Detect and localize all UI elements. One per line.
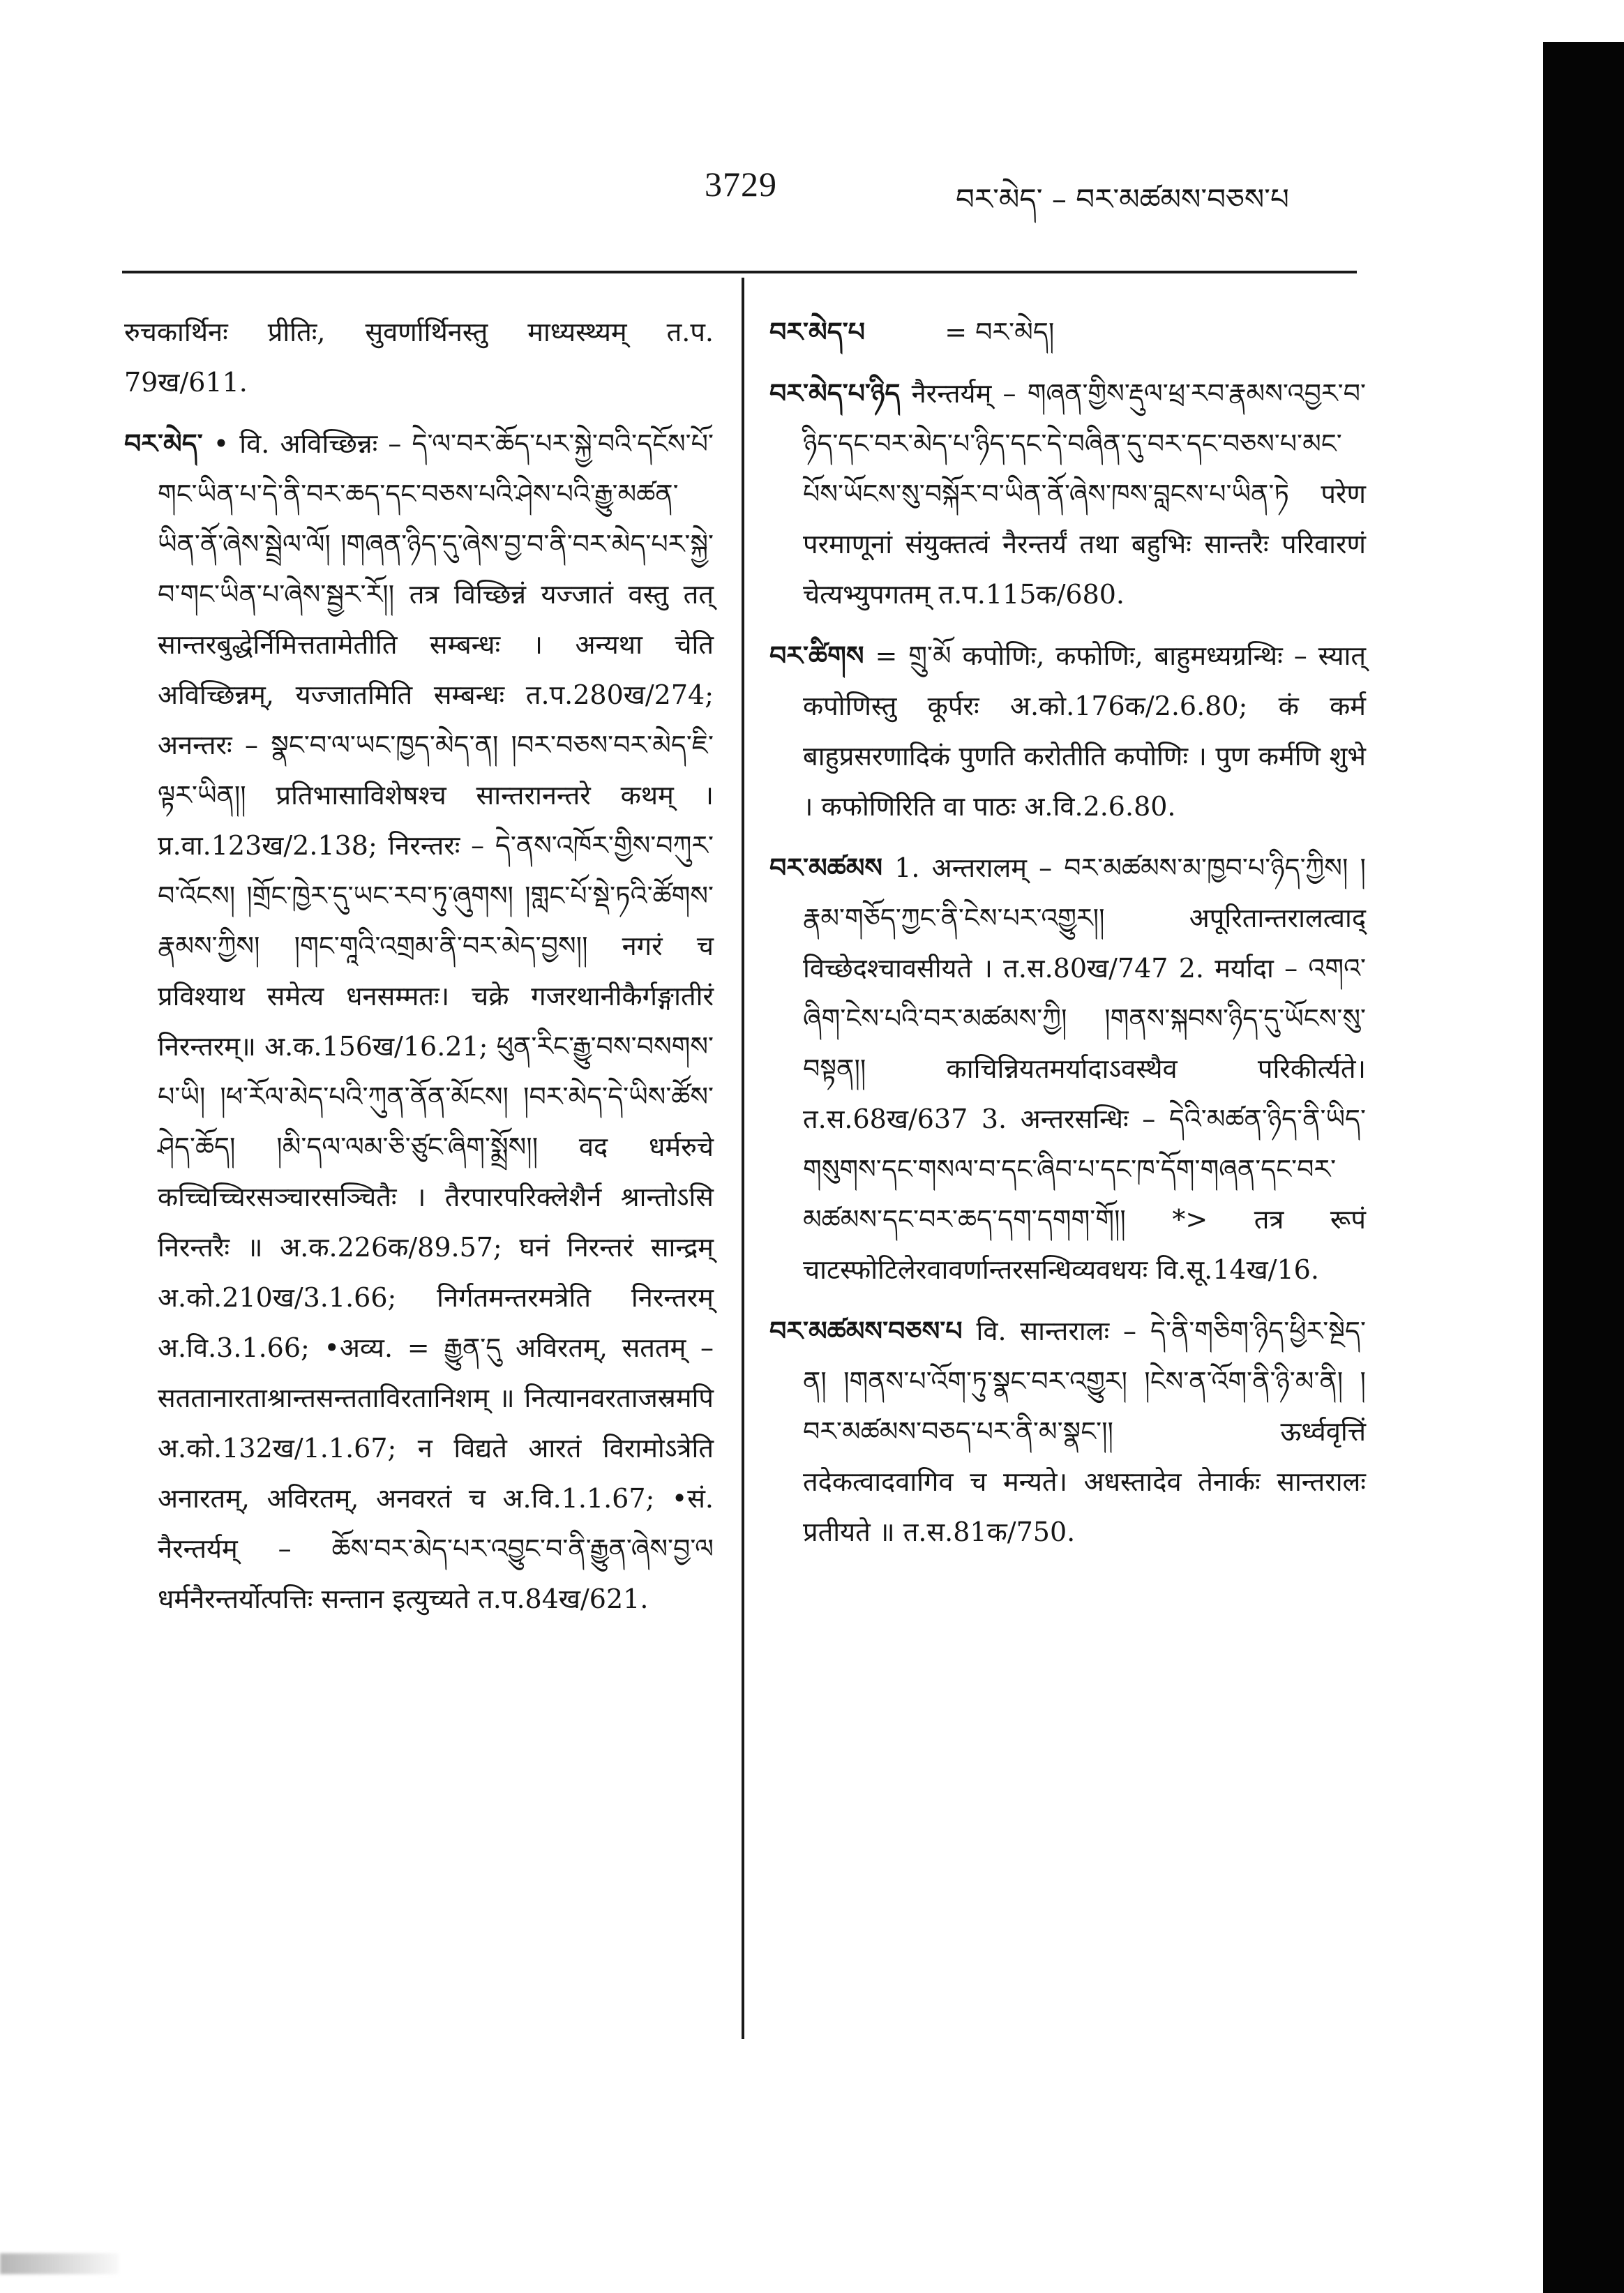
scan-smudge — [0, 2253, 119, 2274]
entry-headword: བར་ཚིགས — [769, 640, 864, 671]
entry-headword: བར་མཚམས — [769, 852, 883, 883]
entry-headword: བར་མེད་ — [124, 428, 203, 459]
entry-text: = གྲུ་མོ कपोणिः, कफोणिः, बाहुमध्यग्रन्थिः – स्यात् कपोणिस्तु कूर्परः अ.को.176क/2.6.80; कं कर्म बाहुप्रसरणादिकं पुणति करोतीति कपोणिः । पुण कर्मणि शुभे । कफोणिरिति वा पाठः अ.वि.2.6.80. — [803, 640, 1366, 822]
page-number: 3729 — [705, 165, 777, 204]
header-rule — [122, 271, 1357, 273]
column-divider — [742, 278, 744, 2039]
dictionary-entry — [769, 368, 1366, 619]
dictionary-entry — [769, 631, 1366, 832]
entry-text: वि. सान्तरालः – དེ་ནི་གཅིག་ཉིད་ཕྱིར་སྔེད་ན། །གནས་པ་འོག་ཏུ་སྣང་བར་འགྱུར། །ངེས་ན་འོག་ནི་ཉི་མ་ནི། །བར་མཚམས་བཅད་པར་ནི་མ་སྣང་།། ऊर्ध्ववृत्तिं तदेकत्वादवागिव च मन्यते। अधस्तादेव तेनार्कः सान्तरालः प्रतीयते ॥ त.स.81क/750. — [803, 1316, 1366, 1547]
entry-text: 1. अन्तरालम् – བར་མཚམས་མ་ཁྱབ་པ་ཉིད་ཀྱིས། །རྣམ་གཅོད་ཀྱང་ནི་ངེས་པར་འགྱུར།། अपूरितान्तरालत्वाद् विच्छेदश्चावसीयते । त.स.80ख/747 2. मर्यादा – འགའ་ཞིག་ངེས་པའི་བར་མཚམས་ཀྱི། །གནས་སྐབས་ཉིད་དུ་ཡོངས་སུ་བསྟན།། काचिन्नियतमर्यादाऽवस्थैव परिकीर्त्यते। त.स.68ख/637 3. अन्तरसन्धिः – དེའི་མཚན་ཉིད་ནི་ཡིད་གསུགས་དང་གསལ་བ་དང་ཞིབ་པ་དང་ཁ་དོག་གཞན་དང་བར་མཚམས་དང་བར་ཆད་དག་དགག་གོ།། *> तत्र रूपं चाटस्फोटिलेरवावर्णान्तरसन्धिव्यवधयः वि.सू.14ख/16. — [803, 852, 1366, 1285]
entry-text: • वि. अविच्छिन्नः – དེ་ལ་བར་ཆོད་པར་སྐྱེ་བའི་དངོས་པོ་གང་ཡིན་པ་དེ་ནི་བར་ཆད་དང་བཅས་པའི་ཤེས་པའི་རྒྱུ་མཚན་ཡིན་ནོ་ཞེས་སྦྲེལ་ལོ། །གཞན་ཉིད་དུ་ཞེས་བྱ་བ་ནི་བར་མེད་པར་སྐྱེ་བ་གང་ཡིན་པ་ཞེས་སྦྱར་རོ།། तत्र विच्छिन्नं यज्जातं वस्तु तत् सान्तरबुद्धेर्निमित्ततामेतीति सम्बन्धः । अन्यथा चेति अविच्छिन्नम्, यज्जातमिति सम्बन्धः त.प.280ख/274; अनन्तरः – སྣང་བ་ལ་ཡང་ཁྱད་མེད་ན། །བར་བཅས་བར་མེད་ཇི་ལྟར་ཡིན།། प्रतिभासाविशेषश्च सान्तरानन्तरे कथम् । प्र.वा.123ख/2.138; निरन्तरः – དེ་ནས་འཁོར་གྱིས་བཀུར་བ་འོངས། །གྲོང་ཁྱེར་དུ་ཡང་རབ་ཏུ་ཞུགས། །གླང་པོ་སྡེ་ཏའི་ཚོགས་རྣམས་ཀྱིས། །གང་གཱའི་འགྲམ་ནི་བར་མེད་བྱས།། नगरं च प्रविश्याथ समेत्य धनसम्मतः। चक्रे गजरथानीकैर्गङ्गातीरं निरन्तरम्॥ अ.क.156ख/16.21; ཕུན་རིང་རྒྱུ་བས་བསགས་པ་ཡི། །ཕ་རོལ་མེད་པའི་ཀུན་ནོན་མོངས། །བར་མེད་དེ་ཡིས་ཚོས་ཤེད་ཆོད། །མི་དལ་ལམ་ཅི་ཙུང་ཞིག་སྨྲོས།། वद धर्मरुचे कच्चिच्चिरसञ्चारसञ्चितैः । तैरपारपरिक्लेशैर्न श्रान्तोऽसि निरन्तरैः ॥ अ.क.226क/89.57; घनं निरन्तरं सान्द्रम् अ.को.210ख/3.1.66; निर्गतमन्तरमत्रेति निरन्तरम् अ.वि.3.1.66; •अव्य. = རྒྱུན་དུ अविरतम्, सततम् – सततानारताश्रान्तसन्तताविरतानिशम् ॥ नित्यानवरताजस्रमपि अ.को.132ख/1.1.67; न विद्यते आरतं विरामोऽत्रेति अनारतम्, अविरतम्, अनवरतं च अ.वि.1.1.67; •सं. नैरन्तर्यम् – ཆོས་བར་མེད་པར་འབྱུང་བ་ནི་རྒྱུན་ཞེས་བྱ་ལ धर्मनैरन्तर्योत्पत्तिः सन्तान इत्युच्यते त.प.84ख/621. — [158, 428, 714, 1614]
left-column — [124, 307, 714, 1635]
right-column — [769, 307, 1366, 1568]
dictionary-entry — [769, 307, 1366, 357]
entry-text: = བར་མེད། — [945, 317, 1055, 347]
entry-headword: བར་མེད་པ་ཉིད — [769, 377, 901, 409]
scan-black-edge — [1543, 42, 1624, 2293]
continuation-paragraph — [124, 307, 714, 407]
dictionary-entry — [769, 1306, 1366, 1557]
entry-text: रुचकार्थिनः प्रीतिः, सुवर्णार्थिनस्तु माध्यस्थ्यम् त.प. 79ख/611. — [124, 317, 714, 398]
entry-headword: བར་མེད་པ — [769, 316, 866, 347]
running-head: བར་མེད་ – བར་མཚམས་བཅས་པ — [956, 182, 1289, 216]
dictionary-entry — [124, 419, 714, 1624]
dictionary-entry — [769, 843, 1366, 1295]
entry-headword: བར་མཚམས་བཅས་པ — [769, 1315, 963, 1346]
entry-text: नैरन्तर्यम् – གཞན་གྱིས་རྡུལ་ཕྲ་རབ་རྣམས་འབྱར་བ་ཉིད་དང་བར་མེད་པ་ཉིད་དང་དེ་བཞིན་དུ་བར་དང་བཅས་པ་མང་པོས་ཡོངས་སུ་བསྐོར་བ་ཡིན་ནོ་ཞེས་ཁས་བླངས་པ་ཡིན་ཏེ परेण परमाणूनां संयुक्तत्वं नैरन्तर्यं तथा बहुभिः सान्तरैः परिवारणं चेत्यभ्युपगतम् त.प.115क/680. — [803, 378, 1366, 610]
